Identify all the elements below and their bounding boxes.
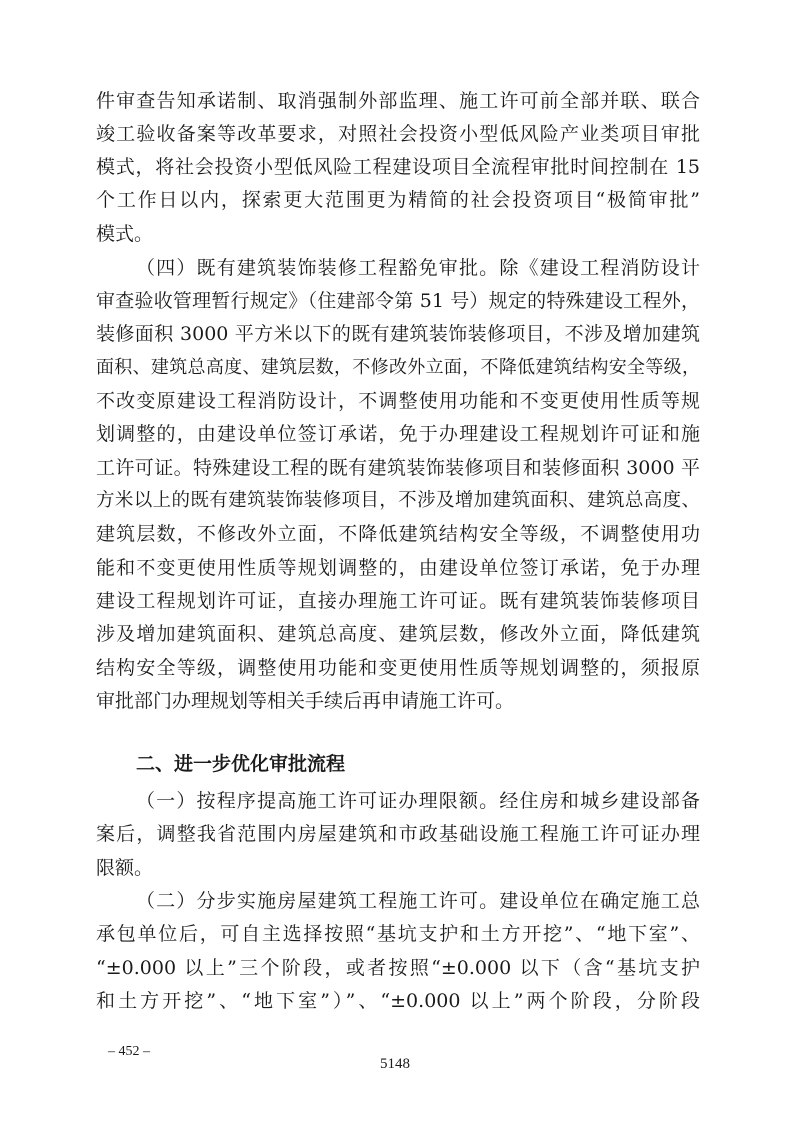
body-line-18: 结构安全等级，调整使用功能和变更使用性质等规划调整的，须报原	[96, 657, 700, 679]
body-line-14: 建筑层数，不修改外立面，不降低建筑结构安全等级，不调整使用功	[96, 523, 700, 545]
body-line-26: “±0.000 以上”三个阶段，或者按照“±0.000 以下（含“基坑支护	[96, 957, 700, 979]
document-number: 5148	[380, 1056, 410, 1072]
body-line-11: 划调整的，由建设单位签订承诺，免于办理建设工程规划许可证和施	[96, 423, 700, 445]
body-line-3: 模式，将社会投资小型低风险工程建设项目全流程审批时间控制在 15	[96, 156, 700, 178]
body-line-17: 涉及增加建筑面积、建筑总高度、建筑层数，修改外立面，降低建筑	[96, 623, 700, 645]
paragraph-1-first-line: （一）按程序提高施工许可证办理限额。经住房和城乡建设部备	[136, 790, 700, 812]
section-heading: 二、进一步优化审批流程	[136, 753, 346, 775]
body-line-10: 不改变原建设工程消防设计，不调整使用功能和不变更使用性质等规	[96, 390, 700, 412]
body-line-23: 限额。	[96, 857, 154, 879]
paragraph-4-first-line: （四）既有建筑装饰装修工程豁免审批。除《建设工程消防设计	[136, 257, 700, 279]
body-line-8: 装修面积 3000 平方米以下的既有建筑装饰装修项目，不涉及增加建筑	[96, 323, 700, 345]
page-number: – 452 –	[108, 1044, 150, 1059]
body-line-22: 案后，调整我省范围内房屋建筑和市政基础设施工程施工许可证办理	[96, 823, 700, 845]
body-line-25: 承包单位后，可自主选择按照“基坑支护和土方开挖”、“地下室”、	[96, 923, 700, 945]
body-line-1: 件审查告知承诺制、取消强制外部监理、施工许可前全部并联、联合	[96, 90, 700, 112]
body-line-4: 个工作日以内，探索更大范围更为精简的社会投资项目“极简审批”	[96, 189, 700, 211]
body-line-2: 竣工验收备案等改革要求，对照社会投资小型低风险产业类项目审批	[96, 123, 700, 145]
body-line-19: 审批部门办理规划等相关手续后再申请施工许可。	[96, 690, 515, 712]
body-line-16: 建设工程规划许可证，直接办理施工许可证。既有建筑装饰装修项目	[96, 590, 700, 612]
body-line-12: 工许可证。特殊建设工程的既有建筑装饰装修项目和装修面积 3000 平	[96, 457, 700, 479]
body-line-13: 方米以上的既有建筑装饰装修项目，不涉及增加建筑面积、建筑总高度、	[96, 490, 700, 511]
body-line-7: 审查验收管理暂行规定》（住建部令第 51 号）规定的特殊建设工程外，	[96, 290, 700, 312]
body-line-15: 能和不变更使用性质等规划调整的，由建设单位签订承诺，免于办理	[96, 557, 700, 579]
body-line-27: 和土方开挖”、“地下室”）”、“±0.000 以上”两个阶段，分阶段	[96, 990, 700, 1012]
body-line-9: 面积、建筑总高度、建筑层数，不修改外立面，不降低建筑结构安全等级，	[96, 357, 700, 378]
body-line-5: 模式。	[96, 223, 154, 245]
paragraph-2-first-line: （二）分步实施房屋建筑工程施工许可。建设单位在确定施工总	[136, 890, 700, 912]
